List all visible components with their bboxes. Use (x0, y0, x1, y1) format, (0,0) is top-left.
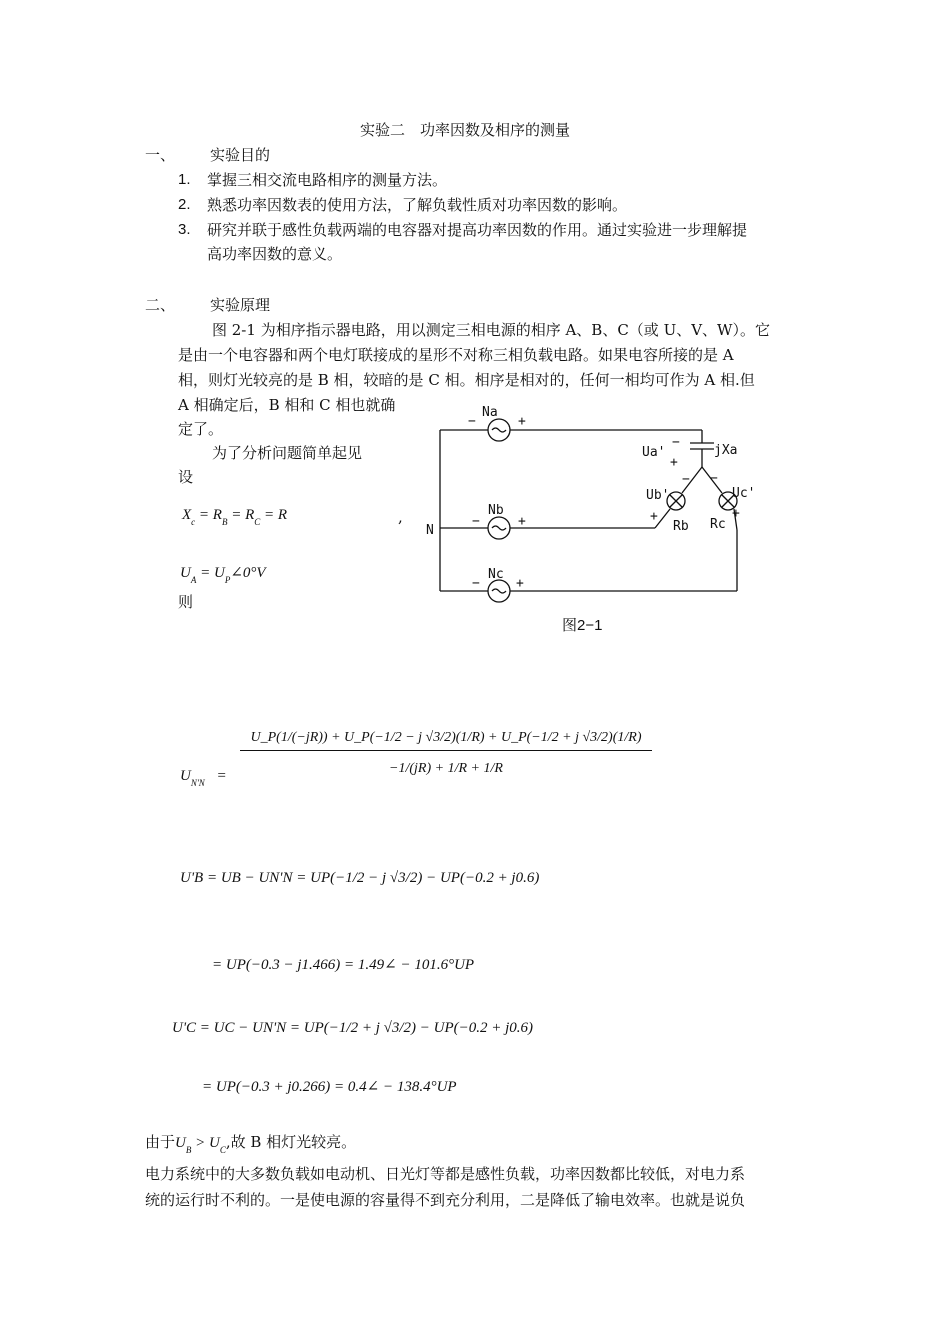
label-rc: Rc (710, 517, 726, 532)
svg-text:+: + (732, 506, 740, 521)
conclusion-prefix: 由于 (145, 1133, 176, 1151)
purpose-text-3-cont: 高功率因数的意义。 (207, 245, 343, 263)
closing-line-1: 电力系统中的大多数负载如电动机、日光灯等都是感性负载，功率因数都比较低，对电力系 (145, 1165, 746, 1183)
equation-ub-line1: U'B = UB − UN'N = UP(−1/2 − j √3/2) − UP(−0.2 + j0.6) (180, 870, 540, 886)
conclusion-line (145, 1132, 356, 1154)
label-nb: Nb (488, 503, 504, 518)
svg-text:−: − (682, 472, 690, 487)
purpose-num-1: 1. (178, 171, 191, 188)
principle-line-4: A 相确定后，B 相和 C 相也就确 (178, 396, 396, 414)
equation-impedance: $X_c = R_B = R_C = R$ (182, 507, 288, 527)
conclusion-inequality: $U_B > U_C$ (175, 1135, 226, 1155)
principle-line-5: 定了。 (178, 420, 224, 438)
purpose-num-2: 2. (178, 196, 191, 213)
equation-uc-line2: = UP(−0.3 + j0.266) = 0.4∠ − 138.4°UP (202, 1079, 457, 1095)
label-ub: Ub' (646, 488, 670, 503)
purpose-text-2: 熟悉功率因数表的使用方法，了解负载性质对功率因数的影响。 (207, 196, 628, 214)
label-jxa: jXa (714, 443, 738, 458)
page-title: 实验二 功率因数及相序的测量 (360, 121, 571, 139)
section2-heading: 实验原理 (210, 296, 271, 314)
equation-comma: , (398, 508, 403, 526)
label-ua: Ua' (642, 445, 666, 460)
then-label: 则 (178, 593, 194, 611)
label-uc: Uc' (732, 486, 756, 501)
section2-number: 二、 (145, 296, 176, 314)
svg-text:+: + (670, 455, 678, 470)
svg-text:−: − (468, 414, 476, 429)
svg-text:−: − (710, 471, 718, 486)
label-nc: Nc (488, 567, 504, 582)
equation-ub-line2: = UP(−0.3 − j1.466) = 1.49∠ − 101.6°UP (212, 957, 475, 973)
conclusion-suffix: ,故 B 相灯光较亮。 (225, 1133, 357, 1151)
svg-text:+: + (650, 509, 658, 524)
purpose-text-3: 研究并联于感性负载两端的电容器对提高功率因数的作用。通过实验进一步理解提 (207, 221, 748, 239)
label-na: Na (482, 405, 498, 420)
principle-line-2: 是由一个电容器和两个电灯联接成的星形不对称三相负载电路。如果电容所接的是 A (178, 346, 734, 364)
equation-unn-fraction (240, 730, 652, 777)
principle-line-1: 图 2-1 为相序指示器电路，用以测定三相电源的相序 A、B、C（或 U、V、W）。它 (212, 321, 770, 339)
principle-line-7: 设 (178, 468, 194, 486)
label-rb: Rb (673, 519, 689, 534)
purpose-text-1: 掌握三相交流电路相序的测量方法。 (207, 171, 448, 189)
svg-text:+: + (518, 414, 526, 429)
svg-text:−: − (472, 514, 480, 529)
svg-text:+: + (516, 576, 524, 591)
svg-text:−: − (472, 576, 480, 591)
equation-ua: $U_A$ = $U_P\angle 0^\circ V$ (180, 565, 266, 585)
closing-line-2: 统的运行时不利的。一是使电源的容量得不到充分利用，二是降低了输电效率。也就是说负 (145, 1191, 746, 1209)
svg-text:−: − (672, 435, 680, 450)
principle-line-6: 为了分析问题简单起见 (212, 444, 363, 462)
circuit-caption: 图2−1 (562, 617, 603, 634)
label-n: N (426, 523, 434, 538)
svg-text:+: + (518, 514, 526, 529)
principle-line-3: 相，则灯光较亮的是 B 相，较暗的是 C 相。相序是相对的，任何一相均可作为 A 相.但 (178, 371, 755, 389)
section1-heading: 实验目的 (210, 146, 271, 164)
equation-unn-numerator: U_P(1/(−jR)) + U_P(−1/2 − j √3/2)(1/R) + U_P(−1/2 + j √3/2)(1/R) (240, 730, 652, 751)
equation-unn-lhs: $U_{N'N}$ = (180, 768, 227, 788)
equation-uc-line1: U'C = UC − UN'N = UP(−1/2 + j √3/2) − UP(−0.2 + j0.6) (172, 1020, 534, 1036)
equation-unn-denominator: −1/(jR) + 1/R + 1/R (389, 761, 503, 776)
purpose-num-3: 3. (178, 221, 191, 238)
section1-number: 一、 (145, 146, 176, 164)
